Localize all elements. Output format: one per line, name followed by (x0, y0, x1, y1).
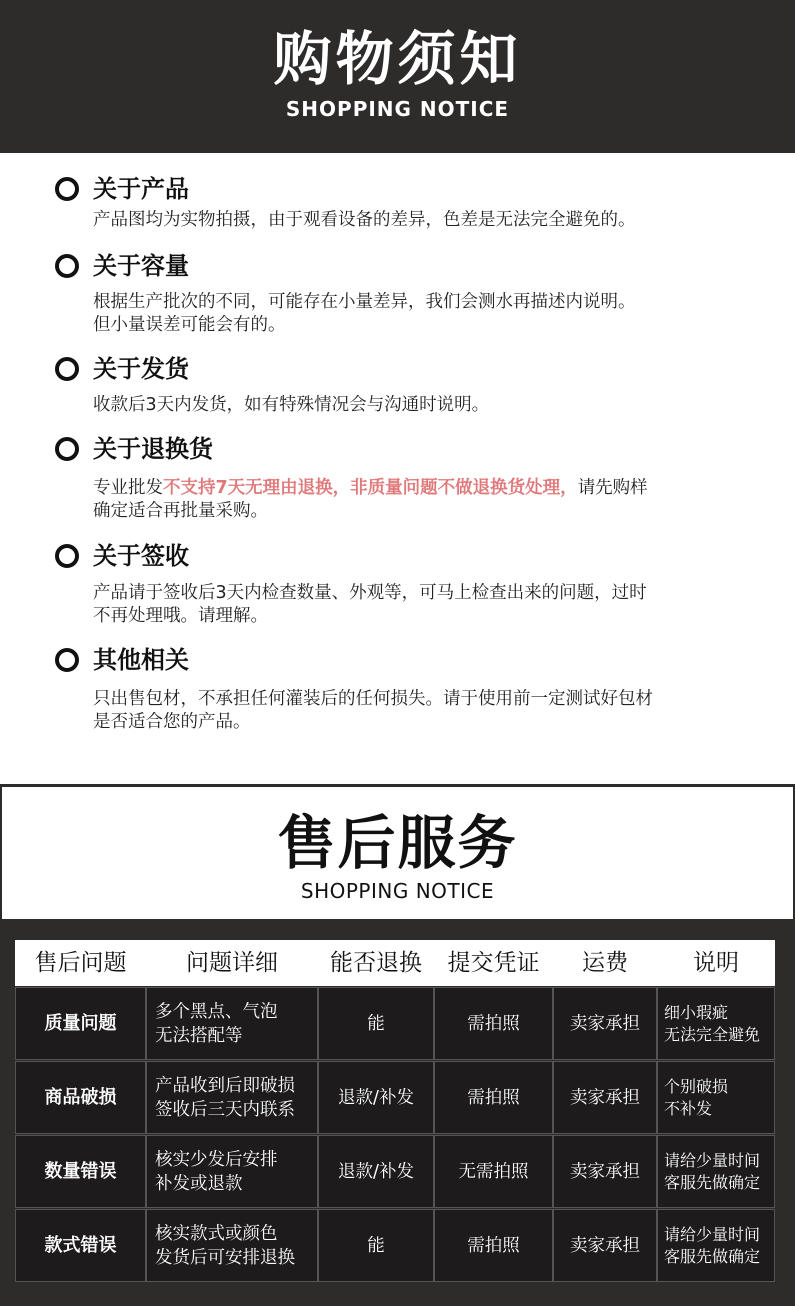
returns-highlight: 不支持7天无理由退换，非质量问题不做退换货处理， (163, 478, 578, 498)
cell-returnable (318, 1135, 434, 1208)
note-line: 请给少量时间 (664, 1150, 761, 1170)
section-body (93, 394, 773, 417)
cell-shipping (553, 1061, 657, 1134)
circle-bullet-icon (55, 254, 79, 278)
shipping-text: 卖家承担 (570, 1235, 640, 1256)
cell-issue (15, 1061, 146, 1134)
column-header: 提交凭证 (447, 950, 540, 976)
cell-note (657, 1061, 775, 1134)
column-header: 说明 (693, 950, 739, 976)
circle-bullet-icon (55, 437, 79, 461)
section-line: 不再处理哦。请理解。 (93, 606, 268, 626)
cell-note (657, 987, 775, 1060)
cell-detail (146, 1061, 318, 1134)
cell-note (657, 1209, 775, 1282)
circle-bullet-icon (55, 177, 79, 201)
cell-returnable (318, 1209, 434, 1282)
section-body (93, 291, 773, 337)
shipping-text: 卖家承担 (570, 1161, 640, 1182)
note-line: 请给少量时间 (664, 1224, 761, 1244)
section-heading: 关于发货 (93, 355, 189, 383)
cell-returnable (318, 1061, 434, 1134)
note-line: 细小瑕疵 (664, 1002, 729, 1022)
note-line: 个别破损 (664, 1076, 729, 1096)
returnable-text: 退款/补发 (338, 1087, 414, 1108)
cell-proof (434, 1135, 553, 1208)
returns-prefix: 专业批发 (93, 478, 163, 498)
column-header: 问题详细 (186, 950, 278, 976)
banner-subtitle: SHOPPING NOTICE (285, 97, 510, 121)
section-line: 只出售包材，不承担任何灌装后的任何损失。请于使用前一定测试好包材 (93, 689, 653, 709)
proof-text: 无需拍照 (458, 1161, 529, 1182)
note-line: 客服先做确定 (664, 1246, 761, 1266)
cell-detail (146, 1209, 318, 1282)
cell-shipping (553, 987, 657, 1060)
section-body (93, 209, 773, 232)
after-sales-subtitle: SHOPPING NOTICE (300, 879, 495, 903)
section-heading: 关于签收 (93, 542, 189, 570)
note-line: 不补发 (664, 1098, 713, 1118)
section-line: 但小量误差可能会有的。 (93, 315, 286, 335)
cell-issue (15, 1209, 146, 1282)
column-header: 售后问题 (34, 950, 127, 976)
section-line (93, 477, 773, 500)
cell-proof (434, 1209, 553, 1282)
returnable-text: 退款/补发 (338, 1161, 414, 1182)
cell-returnable (318, 987, 434, 1060)
detail-line: 产品收到后即破损 (155, 1075, 295, 1096)
issue-text: 数量错误 (44, 1160, 117, 1182)
table-row (15, 1209, 775, 1282)
returns-suffix: 请先购样 (577, 478, 648, 498)
table-row (15, 1061, 775, 1134)
after-sales-title: 售后服务 (277, 809, 518, 877)
proof-text: 需拍照 (467, 1087, 520, 1108)
column-header: 运费 (582, 950, 628, 976)
section-heading: 关于退换货 (93, 435, 213, 463)
note-line: 无法完全避免 (664, 1024, 761, 1044)
issue-text: 商品破损 (44, 1086, 117, 1108)
cell-proof (434, 987, 553, 1060)
section-line: 收款后3天内发货，如有特殊情况会与沟通时说明。 (93, 395, 490, 415)
circle-bullet-icon (55, 648, 79, 672)
column-header: 能否退换 (330, 950, 422, 976)
circle-bullet-icon (55, 357, 79, 381)
section-heading: 关于容量 (93, 252, 189, 280)
detail-line: 核实少发后安排 (155, 1149, 278, 1170)
section-body (93, 582, 773, 628)
returnable-text: 能 (367, 1013, 385, 1034)
returnable-text: 能 (367, 1235, 385, 1256)
notice-banner (0, 0, 795, 153)
proof-text: 需拍照 (467, 1013, 520, 1034)
section-heading: 其他相关 (93, 646, 189, 674)
cell-detail (146, 1135, 318, 1208)
section-heading: 关于产品 (93, 175, 189, 203)
table-header (15, 940, 775, 986)
section-line: 根据生产批次的不同，可能存在小量差异，我们会测水再描述内说明。 (93, 292, 636, 312)
detail-line: 核实款式或颜色 (155, 1223, 278, 1244)
banner-title: 购物须知 (273, 25, 522, 93)
issue-text: 款式错误 (44, 1234, 117, 1256)
table-row (15, 987, 775, 1060)
detail-line: 发货后可安排退换 (155, 1247, 295, 1268)
issue-text: 质量问题 (44, 1012, 117, 1034)
detail-line: 无法搭配等 (155, 1025, 243, 1046)
section-line: 是否适合您的产品。 (93, 712, 251, 732)
cell-note (657, 1135, 775, 1208)
shipping-text: 卖家承担 (570, 1087, 640, 1108)
section-body (93, 477, 773, 523)
section-body (93, 688, 773, 734)
section-line: 产品请于签收后3天内检查数量、外观等，可马上检查出来的问题，过时 (93, 583, 647, 603)
section-line: 产品图均为实物拍摄，由于观看设备的差异，色差是无法完全避免的。 (93, 210, 636, 230)
cell-issue (15, 987, 146, 1060)
detail-line: 多个黑点、气泡 (155, 1001, 278, 1022)
table-row (15, 1135, 775, 1208)
section-line: 确定适合再批量采购。 (93, 501, 268, 521)
cell-issue (15, 1135, 146, 1208)
detail-line: 签收后三天内联系 (155, 1099, 295, 1120)
shipping-text: 卖家承担 (570, 1013, 640, 1034)
cell-shipping (553, 1209, 657, 1282)
cell-detail (146, 987, 318, 1060)
circle-bullet-icon (55, 544, 79, 568)
cell-proof (434, 1061, 553, 1134)
detail-line: 补发或退款 (155, 1173, 243, 1194)
proof-text: 需拍照 (467, 1235, 520, 1256)
cell-shipping (553, 1135, 657, 1208)
note-line: 客服先做确定 (664, 1172, 761, 1192)
